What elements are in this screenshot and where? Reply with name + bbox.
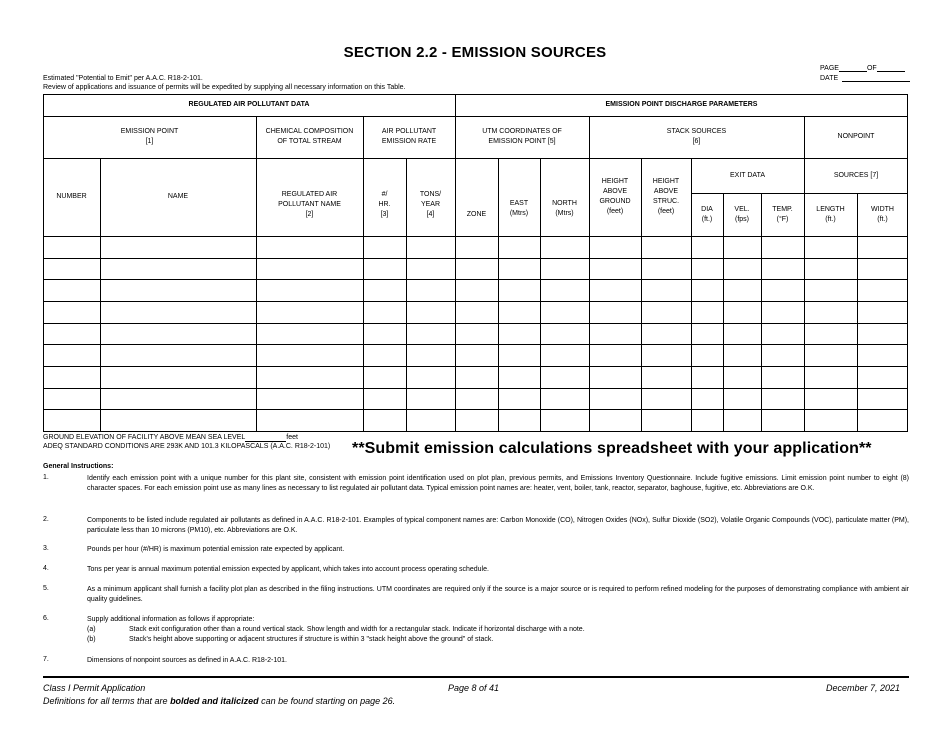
hdr-velocity: VEL. (fps) [734, 205, 750, 223]
hdr-tons-year: TONS/ YEAR [4] [419, 191, 442, 218]
instruction-text: Dimensions of nonpoint sources as defined in A.A.C. R18-2-101. [87, 657, 288, 664]
instruction-text: Tons per year is annual maximum potential emission expected by applicant, which takes into account process operating schedule. [87, 566, 489, 573]
table-row[interactable] [43, 301, 908, 323]
sub-item-label: (b) [87, 636, 96, 643]
hdr-utm-coordinates: UTM COORDINATES OF EMISSION POINT [5] [482, 128, 562, 145]
table-row[interactable] [43, 409, 908, 431]
hdr-per-hour: #/ HR. [3] [378, 191, 391, 218]
table-row[interactable] [43, 323, 908, 345]
table-row[interactable] [43, 258, 908, 280]
hdr-sources: SOURCES [7] [833, 171, 879, 179]
hdr-number: NUMBER [56, 193, 87, 200]
instruction-number: 1. [43, 474, 49, 481]
definitions-bold: bolded and italicized [170, 696, 259, 706]
ground-elevation-input[interactable] [245, 434, 286, 442]
hdr-emission-point: EMISSION POINT [1] [120, 128, 179, 145]
footer-divider [43, 676, 909, 678]
table-row[interactable] [43, 388, 908, 410]
instruction-number: 5. [43, 585, 49, 592]
table-row[interactable] [43, 344, 908, 366]
ground-elevation-label: GROUND ELEVATION OF FACILITY ABOVE MEAN SEA LEVEL [43, 434, 246, 441]
footer-left: Class I Permit Application [43, 683, 146, 693]
instruction-number: 3. [43, 545, 49, 552]
intro-line-1: Estimated "Potential to Emit" per A.A.C. R18-2-101. [43, 75, 203, 82]
group-discharge-params: EMISSION POINT DISCHARGE PARAMETERS [605, 101, 758, 108]
hdr-exit-data: EXIT DATA [729, 171, 765, 179]
sub-item-label: (a) [87, 626, 96, 633]
group-regulated-data: REGULATED AIR POLLUTANT DATA [188, 101, 310, 108]
date-label: DATE [820, 75, 839, 82]
table-row[interactable] [43, 366, 908, 388]
intro-line-2: Review of applications and issuance of permits will be expedited by supplying all necessary information on this Table. [43, 84, 406, 91]
footer-definitions [43, 696, 395, 706]
hdr-diameter: DIA (ft.) [701, 205, 713, 223]
definitions-pre: Definitions for all terms that are [43, 696, 171, 706]
instruction-number: 6. [43, 615, 49, 622]
hdr-temperature: TEMP. (°F) [772, 205, 793, 223]
page-title: SECTION 2.2 - EMISSION SOURCES [343, 44, 607, 61]
hdr-chemical-composition: CHEMICAL COMPOSITION OF TOTAL STREAM [265, 128, 354, 145]
hdr-nonpoint: NONPOINT [837, 133, 875, 140]
submit-notice: **Submit emission calculations spreadsheet with your application** [352, 440, 872, 457]
instruction-number: 2. [43, 516, 49, 523]
hdr-width: WIDTH (ft.) [871, 205, 894, 223]
sub-item-text: Stack exit configuration other than a round vertical stack. Show length and width for a rectangular stack. Indicate if horizontal discharge with a note. [129, 626, 585, 633]
page-of-label: OF [866, 65, 877, 72]
instruction-text: Components to be listed include regulated air pollutants as defined in A.A.C. R18-2-101. Examples of typical component names are: Carbon Monoxide (CO), Nitrogen Oxides (NOx), Sulfur Dioxide (SO2), Volatile Organic Compounds (VOC), particulate matter (PM), particulate less than 10 microns (PM10), etc. Abbreviations are O.K. [87, 517, 909, 534]
general-instructions-title: General Instructions: [43, 463, 114, 470]
instruction-text: Identify each emission point with a unique number for this plant site, consistent with emission point identification used on plot plan, previous permits, and Emissions Inventory Questionnaire. Include fugitive emissions. Limit emission point number to eight (8) character spaces. For each emission point use as many lines as necessary to list regulated air pollutant data. Typical emission point names are: heater, vent, boiler, tank, reactor, separator, baghouse, fugitive, etc. Abbreviations are O.K. [87, 475, 909, 492]
ground-elevation-unit: feet [286, 434, 298, 441]
hdr-east: EAST (Mtrs) [509, 200, 529, 217]
instruction-number: 4. [43, 565, 49, 572]
hdr-regulated-pollutant-name: REGULATED AIR POLLUTANT NAME [2] [278, 191, 341, 218]
hdr-stack-sources: STACK SOURCES [6] [666, 128, 727, 145]
hdr-emission-rate: AIR POLLUTANT EMISSION RATE [381, 128, 437, 145]
instruction-text: Pounds per hour (#/HR) is maximum potential emission rate expected by applicant. [87, 546, 345, 553]
hdr-height-above-ground: HEIGHT ABOVE GROUND (feet) [599, 178, 631, 215]
definitions-post: can be found starting on page 26. [258, 696, 396, 706]
instruction-text: As a minimum applicant shall furnish a facility plot plan as described in the filing instructions. UTM coordinates are required only if the source is a major source or is required to perform refined modeling for the purposes of demonstrating compliance with ambient air quality guidelines. [87, 586, 909, 603]
ground-elevation [43, 433, 298, 442]
table-row[interactable] [43, 279, 908, 301]
instruction-number: 7. [43, 656, 49, 663]
hdr-north: NORTH (Mtrs) [552, 200, 577, 217]
footer-date: December 7, 2021 [826, 683, 901, 693]
hdr-height-above-structure: HEIGHT ABOVE STRUC. (feet) [652, 178, 680, 215]
table-row[interactable] [43, 236, 908, 258]
hdr-length: LENGTH (ft.) [816, 205, 845, 223]
page-label: PAGE [820, 65, 839, 72]
instruction-text: Supply additional information as follows if appropriate: [87, 616, 255, 623]
hdr-zone: ZONE [466, 211, 487, 218]
adeq-standard-conditions: ADEQ STANDARD CONDITIONS ARE 293K AND 101.3 KILOPASCALS (A.A.C. R18-2-101) [43, 443, 331, 450]
hdr-name: NAME [167, 193, 189, 200]
footer-page-number: Page 8 of 41 [448, 683, 500, 693]
sub-item-text: Stack's height above supporting or adjacent structures if structure is within 3 "stack height above the ground" of stack. [129, 636, 494, 643]
